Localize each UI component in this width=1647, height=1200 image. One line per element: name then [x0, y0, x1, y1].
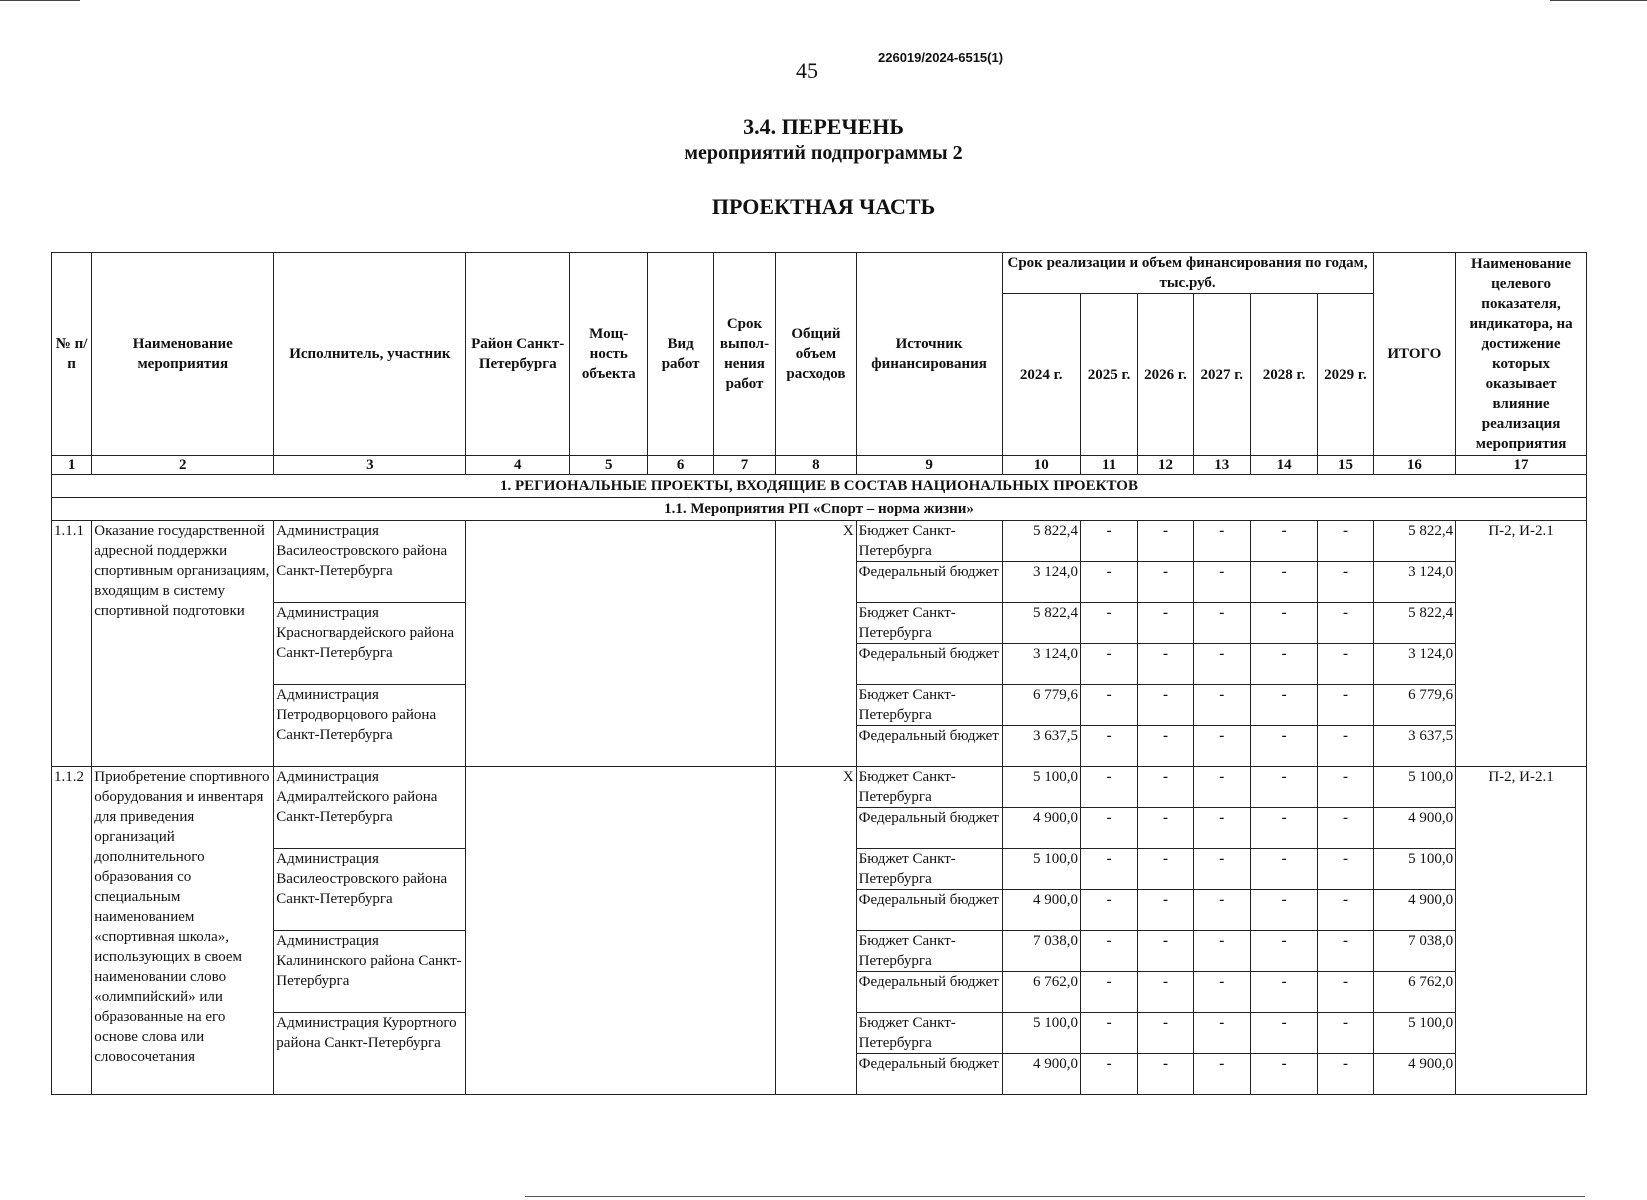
amount-2029: - [1318, 890, 1373, 931]
amount-2029: - [1318, 849, 1373, 890]
header-col-work-type: Вид работ [648, 253, 713, 456]
amount-total: 6 762,0 [1373, 972, 1455, 1013]
amount-2025: - [1080, 931, 1137, 972]
target-indicator: П-2, И-2.1 [1456, 521, 1587, 767]
amount-total: 5 822,4 [1373, 521, 1455, 562]
document-code: 226019/2024-6515(1) [878, 50, 1004, 65]
column-number-row [52, 456, 1587, 475]
amount-2029: - [1318, 931, 1373, 972]
subsection-title: 1.1. Мероприятия РП «Спорт – норма жизни» [52, 498, 1587, 521]
amount-2026: - [1138, 890, 1193, 931]
amount-total: 6 779,6 [1373, 685, 1455, 726]
header-col-source: Источник финансирования [856, 253, 1002, 456]
amount-2028: - [1250, 644, 1317, 685]
amount-2027: - [1193, 603, 1250, 644]
amount-2024: 6 779,6 [1002, 685, 1080, 726]
amount-2025: - [1080, 644, 1137, 685]
header-year-2028: 2028 г. [1250, 294, 1317, 456]
financing-source: Федеральный бюджет [856, 562, 1002, 603]
amount-2024: 5 100,0 [1002, 1013, 1080, 1054]
amount-2027: - [1193, 685, 1250, 726]
amount-2025: - [1080, 685, 1137, 726]
amount-2027: - [1193, 521, 1250, 562]
column-number: 13 [1193, 456, 1250, 475]
amount-2027: - [1193, 890, 1250, 931]
amount-total: 5 100,0 [1373, 1013, 1455, 1054]
amount-2026: - [1138, 972, 1193, 1013]
amount-2029: - [1318, 767, 1373, 808]
amount-total: 5 822,4 [1373, 603, 1455, 644]
financing-row [52, 767, 1587, 808]
amount-2027: - [1193, 931, 1250, 972]
executor-name: Администрация Курортного района Санкт-Петербурга [274, 1013, 466, 1095]
amount-total: 3 124,0 [1373, 562, 1455, 603]
header-col-capacity: Мощ-ность объекта [570, 253, 648, 456]
amount-2024: 7 038,0 [1002, 931, 1080, 972]
amount-2026: - [1138, 1013, 1193, 1054]
amount-total: 7 038,0 [1373, 931, 1455, 972]
amount-2029: - [1318, 685, 1373, 726]
target-indicator: П-2, И-2.1 [1456, 767, 1587, 1095]
top-rule-left [0, 0, 80, 1]
amount-2028: - [1250, 931, 1317, 972]
amount-2028: - [1250, 521, 1317, 562]
amount-2024: 3 637,5 [1002, 726, 1080, 767]
amount-2024: 5 822,4 [1002, 521, 1080, 562]
document-title: 3.4. ПЕРЕЧЕНЬ [743, 114, 904, 139]
amount-total: 4 900,0 [1373, 808, 1455, 849]
amount-2024: 4 900,0 [1002, 1054, 1080, 1095]
financing-source: Бюджет Санкт-Петербурга [856, 1013, 1002, 1054]
financing-source: Федеральный бюджет [856, 890, 1002, 931]
executor-name: Администрация Адмиралтейского района Санкт-Петербурга [274, 767, 466, 849]
header-col-district: Район Санкт-Петербурга [466, 253, 570, 456]
page-number: 45 [796, 58, 818, 83]
column-number: 9 [856, 456, 1002, 475]
header-year-2029: 2029 г. [1318, 294, 1373, 456]
executor-name: Администрация Петродворцового района Санкт-Петербурга [274, 685, 466, 767]
amount-2028: - [1250, 1054, 1317, 1095]
total-expenses-x: X [776, 521, 856, 767]
column-number: 1 [52, 456, 92, 475]
amount-2029: - [1318, 521, 1373, 562]
amount-2027: - [1193, 767, 1250, 808]
executor-name: Администрация Василеостровского района Санкт-Петербурга [274, 521, 466, 603]
column-number: 12 [1138, 456, 1193, 475]
header-year-2026: 2026 г. [1138, 294, 1193, 456]
amount-2027: - [1193, 1013, 1250, 1054]
financing-source: Федеральный бюджет [856, 972, 1002, 1013]
executor-name: Администрация Василеостровского района Санкт-Петербурга [274, 849, 466, 931]
amount-2025: - [1080, 1013, 1137, 1054]
financing-source: Федеральный бюджет [856, 1054, 1002, 1095]
amount-2026: - [1138, 644, 1193, 685]
amount-total: 3 124,0 [1373, 644, 1455, 685]
column-number: 10 [1002, 456, 1080, 475]
financing-source: Бюджет Санкт-Петербурга [856, 603, 1002, 644]
header-year-2024: 2024 г. [1002, 294, 1080, 456]
financing-source: Бюджет Санкт-Петербурга [856, 767, 1002, 808]
amount-2024: 5 100,0 [1002, 767, 1080, 808]
amount-2027: - [1193, 644, 1250, 685]
amount-2026: - [1138, 931, 1193, 972]
column-number: 8 [776, 456, 856, 475]
column-number: 14 [1250, 456, 1317, 475]
amount-2027: - [1193, 726, 1250, 767]
column-number: 11 [1080, 456, 1137, 475]
amount-2027: - [1193, 849, 1250, 890]
measures-table [51, 252, 1587, 1095]
amount-2025: - [1080, 849, 1137, 890]
executor-name: Администрация Калининского района Санкт-Петербурга [274, 931, 466, 1013]
column-number: 2 [92, 456, 274, 475]
header-years-group: Срок реализации и объем финансирования по годам, тыс.руб. [1002, 253, 1373, 294]
item-number: 1.1.2 [52, 767, 92, 1095]
amount-2027: - [1193, 562, 1250, 603]
amount-2024: 3 124,0 [1002, 644, 1080, 685]
amount-2028: - [1250, 603, 1317, 644]
header-col-executor: Исполнитель, участник [274, 253, 466, 456]
section-row [52, 475, 1587, 498]
amount-2025: - [1080, 603, 1137, 644]
header-col-total-expenses: Общий объем расходов [776, 253, 856, 456]
amount-2024: 3 124,0 [1002, 562, 1080, 603]
financing-source: Бюджет Санкт-Петербурга [856, 931, 1002, 972]
amount-total: 4 900,0 [1373, 890, 1455, 931]
amount-2029: - [1318, 972, 1373, 1013]
amount-2028: - [1250, 767, 1317, 808]
amount-2027: - [1193, 972, 1250, 1013]
amount-2028: - [1250, 1013, 1317, 1054]
financing-source: Бюджет Санкт-Петербурга [856, 521, 1002, 562]
item-name: Приобретение спортивного оборудования и инвентаря для приведения организаций дополнительного образования со специальным наименованием «спортивная школа», использующих в своем наименовании слово «олимпийский» или образованные на его основе слова или словосочетания [92, 767, 274, 1095]
amount-2026: - [1138, 849, 1193, 890]
amount-2026: - [1138, 521, 1193, 562]
amount-2028: - [1250, 890, 1317, 931]
amount-2029: - [1318, 726, 1373, 767]
amount-2026: - [1138, 603, 1193, 644]
amount-2027: - [1193, 808, 1250, 849]
amount-2025: - [1080, 562, 1137, 603]
financing-source: Федеральный бюджет [856, 726, 1002, 767]
amount-2024: 4 900,0 [1002, 890, 1080, 931]
amount-2028: - [1250, 726, 1317, 767]
amount-2029: - [1318, 808, 1373, 849]
bottom-rule [525, 1196, 1585, 1197]
item-name: Оказание государственной адресной поддержки спортивным организациям, входящим в систему спортивной подготовки [92, 521, 274, 767]
amount-2029: - [1318, 603, 1373, 644]
district-capacity-worktype-deadline-cell [466, 521, 776, 767]
column-number: 15 [1318, 456, 1373, 475]
amount-2025: - [1080, 726, 1137, 767]
amount-2029: - [1318, 644, 1373, 685]
amount-2024: 5 100,0 [1002, 849, 1080, 890]
amount-2025: - [1080, 972, 1137, 1013]
top-rule-right [1550, 0, 1647, 1]
financing-source: Бюджет Санкт-Петербурга [856, 685, 1002, 726]
header-year-2025: 2025 г. [1080, 294, 1137, 456]
amount-2024: 4 900,0 [1002, 808, 1080, 849]
header-col-indicator: Наименование целевого показателя, индикатора, на достижение которых оказывает влияние реализация мероприятия [1456, 253, 1587, 456]
header-col-name: Наименование мероприятия [92, 253, 274, 456]
amount-2026: - [1138, 767, 1193, 808]
subsection-row [52, 498, 1587, 521]
amount-total: 3 637,5 [1373, 726, 1455, 767]
amount-2026: - [1138, 1054, 1193, 1095]
column-number: 17 [1456, 456, 1587, 475]
section-heading: ПРОЕКТНАЯ ЧАСТЬ [711, 194, 936, 219]
amount-2029: - [1318, 1054, 1373, 1095]
total-expenses-x: X [776, 767, 856, 1095]
amount-2024: 6 762,0 [1002, 972, 1080, 1013]
column-number: 6 [648, 456, 713, 475]
amount-2026: - [1138, 808, 1193, 849]
district-capacity-worktype-deadline-cell [466, 767, 776, 1095]
amount-2025: - [1080, 1054, 1137, 1095]
executor-name: Администрация Красногвардейского района Санкт-Петербурга [274, 603, 466, 685]
financing-source: Федеральный бюджет [856, 808, 1002, 849]
column-number: 3 [274, 456, 466, 475]
section-title: 1. РЕГИОНАЛЬНЫЕ ПРОЕКТЫ, ВХОДЯЩИЕ В СОСТАВ НАЦИОНАЛЬНЫХ ПРОЕКТОВ [52, 475, 1587, 498]
amount-2025: - [1080, 521, 1137, 562]
amount-2025: - [1080, 767, 1137, 808]
amount-2024: 5 822,4 [1002, 603, 1080, 644]
column-number: 5 [570, 456, 648, 475]
amount-total: 5 100,0 [1373, 849, 1455, 890]
column-number: 16 [1373, 456, 1455, 475]
amount-2026: - [1138, 562, 1193, 603]
document-subtitle: мероприятий подпрограммы 2 [684, 142, 963, 164]
amount-total: 5 100,0 [1373, 767, 1455, 808]
column-number: 4 [466, 456, 570, 475]
amount-2029: - [1318, 562, 1373, 603]
amount-2028: - [1250, 972, 1317, 1013]
amount-2025: - [1080, 808, 1137, 849]
header-col-deadline: Срок выпол-нения работ [713, 253, 775, 456]
amount-2025: - [1080, 890, 1137, 931]
header-year-2027: 2027 г. [1193, 294, 1250, 456]
amount-2028: - [1250, 808, 1317, 849]
financing-source: Бюджет Санкт-Петербурга [856, 849, 1002, 890]
amount-2029: - [1318, 1013, 1373, 1054]
header-col-total: ИТОГО [1373, 253, 1455, 456]
financing-source: Федеральный бюджет [856, 644, 1002, 685]
amount-2026: - [1138, 685, 1193, 726]
amount-total: 4 900,0 [1373, 1054, 1455, 1095]
amount-2027: - [1193, 1054, 1250, 1095]
financing-row [52, 521, 1587, 562]
header-col-num: № п/п [52, 253, 92, 456]
amount-2028: - [1250, 562, 1317, 603]
amount-2026: - [1138, 726, 1193, 767]
item-number: 1.1.1 [52, 521, 92, 767]
column-number: 7 [713, 456, 775, 475]
amount-2028: - [1250, 849, 1317, 890]
amount-2028: - [1250, 685, 1317, 726]
